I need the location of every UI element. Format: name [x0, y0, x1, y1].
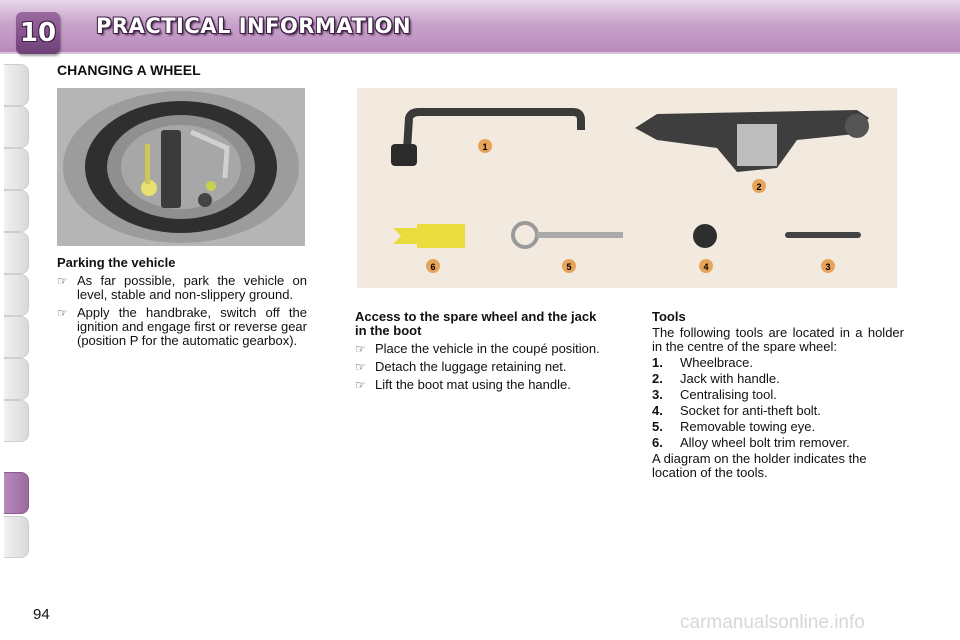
callout-3 — [821, 259, 835, 273]
tools-section — [652, 310, 904, 480]
tools-footer: A diagram on the holder indicates the location of the tools. — [652, 451, 867, 480]
tool-item: 3. Centralising tool. — [652, 387, 777, 402]
svg-text:6: 6 — [430, 262, 436, 272]
callout-2 — [752, 179, 766, 193]
bullet-item: ☞ As far possible, park the vehicle on level, stable and non-slippery ground. — [57, 273, 307, 302]
svg-text:1: 1 — [482, 142, 488, 152]
callout-4 — [699, 259, 713, 273]
bullet-item: ☞ Lift the boot mat using the handle. — [355, 377, 571, 392]
tools-heading: Tools — [652, 309, 686, 324]
wheelbrace-socket-image — [391, 144, 417, 166]
pointer-icon: ☞ — [355, 342, 366, 356]
callout-1 — [478, 139, 492, 153]
access-heading: Access to the spare wheel and the jack in the boot — [355, 309, 597, 338]
chapter-tab-active[interactable] — [4, 472, 29, 514]
tool-item: 5. Removable towing eye. — [652, 419, 816, 434]
chapter-tab[interactable] — [4, 274, 29, 316]
parking-heading: Parking the vehicle — [57, 255, 176, 270]
chapter-tab[interactable] — [4, 316, 29, 358]
svg-text:5: 5 — [566, 262, 572, 272]
parking-section — [57, 256, 307, 348]
watermark: carmanualsonline.info — [680, 612, 865, 633]
tools-photo — [357, 88, 897, 288]
section-title: CHANGING A WHEEL — [57, 62, 201, 78]
chapter-tab[interactable] — [4, 232, 29, 274]
tool-item: 2. Jack with handle. — [652, 371, 780, 386]
bullet-item: ☞ Detach the luggage retaining net. — [355, 359, 567, 374]
anti-theft-socket-image — [693, 224, 717, 248]
svg-text:2: 2 — [756, 182, 762, 192]
callout-6 — [426, 259, 440, 273]
spare-wheel-photo — [57, 88, 305, 246]
chapter-tab[interactable] — [4, 106, 29, 148]
callout-5 — [562, 259, 576, 273]
pointer-icon: ☞ — [57, 306, 68, 320]
pointer-icon: ☞ — [355, 360, 366, 374]
bullet-item: ☞ Place the vehicle in the coupé position. — [355, 341, 600, 356]
chapter-tab[interactable] — [4, 64, 29, 106]
pointer-icon: ☞ — [57, 274, 68, 288]
page-number: 94 — [33, 606, 50, 623]
tool-item: 4. Socket for anti-theft bolt. — [652, 403, 821, 418]
svg-text:3: 3 — [825, 262, 831, 272]
centralising-tool-image — [785, 232, 861, 238]
pointer-icon: ☞ — [355, 378, 366, 392]
chapter-tab[interactable] — [4, 148, 29, 190]
chapter-tab[interactable] — [4, 400, 29, 442]
chapter-tab[interactable] — [4, 190, 29, 232]
chapter-tab[interactable] — [4, 358, 29, 400]
tool-item: 6. Alloy wheel bolt trim remover. — [652, 435, 850, 450]
chapter-tab[interactable] — [4, 516, 29, 558]
tools-intro: The following tools are located in a holder in the centre of the spare wheel: — [652, 325, 904, 354]
chapter-title: PRACTICAL INFORMATION — [96, 14, 412, 38]
bullet-item: ☞ Apply the handbrake, switch off the ignition and engage first or reverse gear (position P for the automatic gearbox). — [57, 305, 307, 348]
access-section — [355, 310, 610, 392]
header-divider — [0, 52, 960, 54]
tool-item: 1. Wheelbrace. — [652, 355, 753, 370]
chapter-badge — [16, 12, 60, 54]
chapter-number: 10 — [19, 18, 57, 48]
svg-text:4: 4 — [703, 262, 709, 272]
